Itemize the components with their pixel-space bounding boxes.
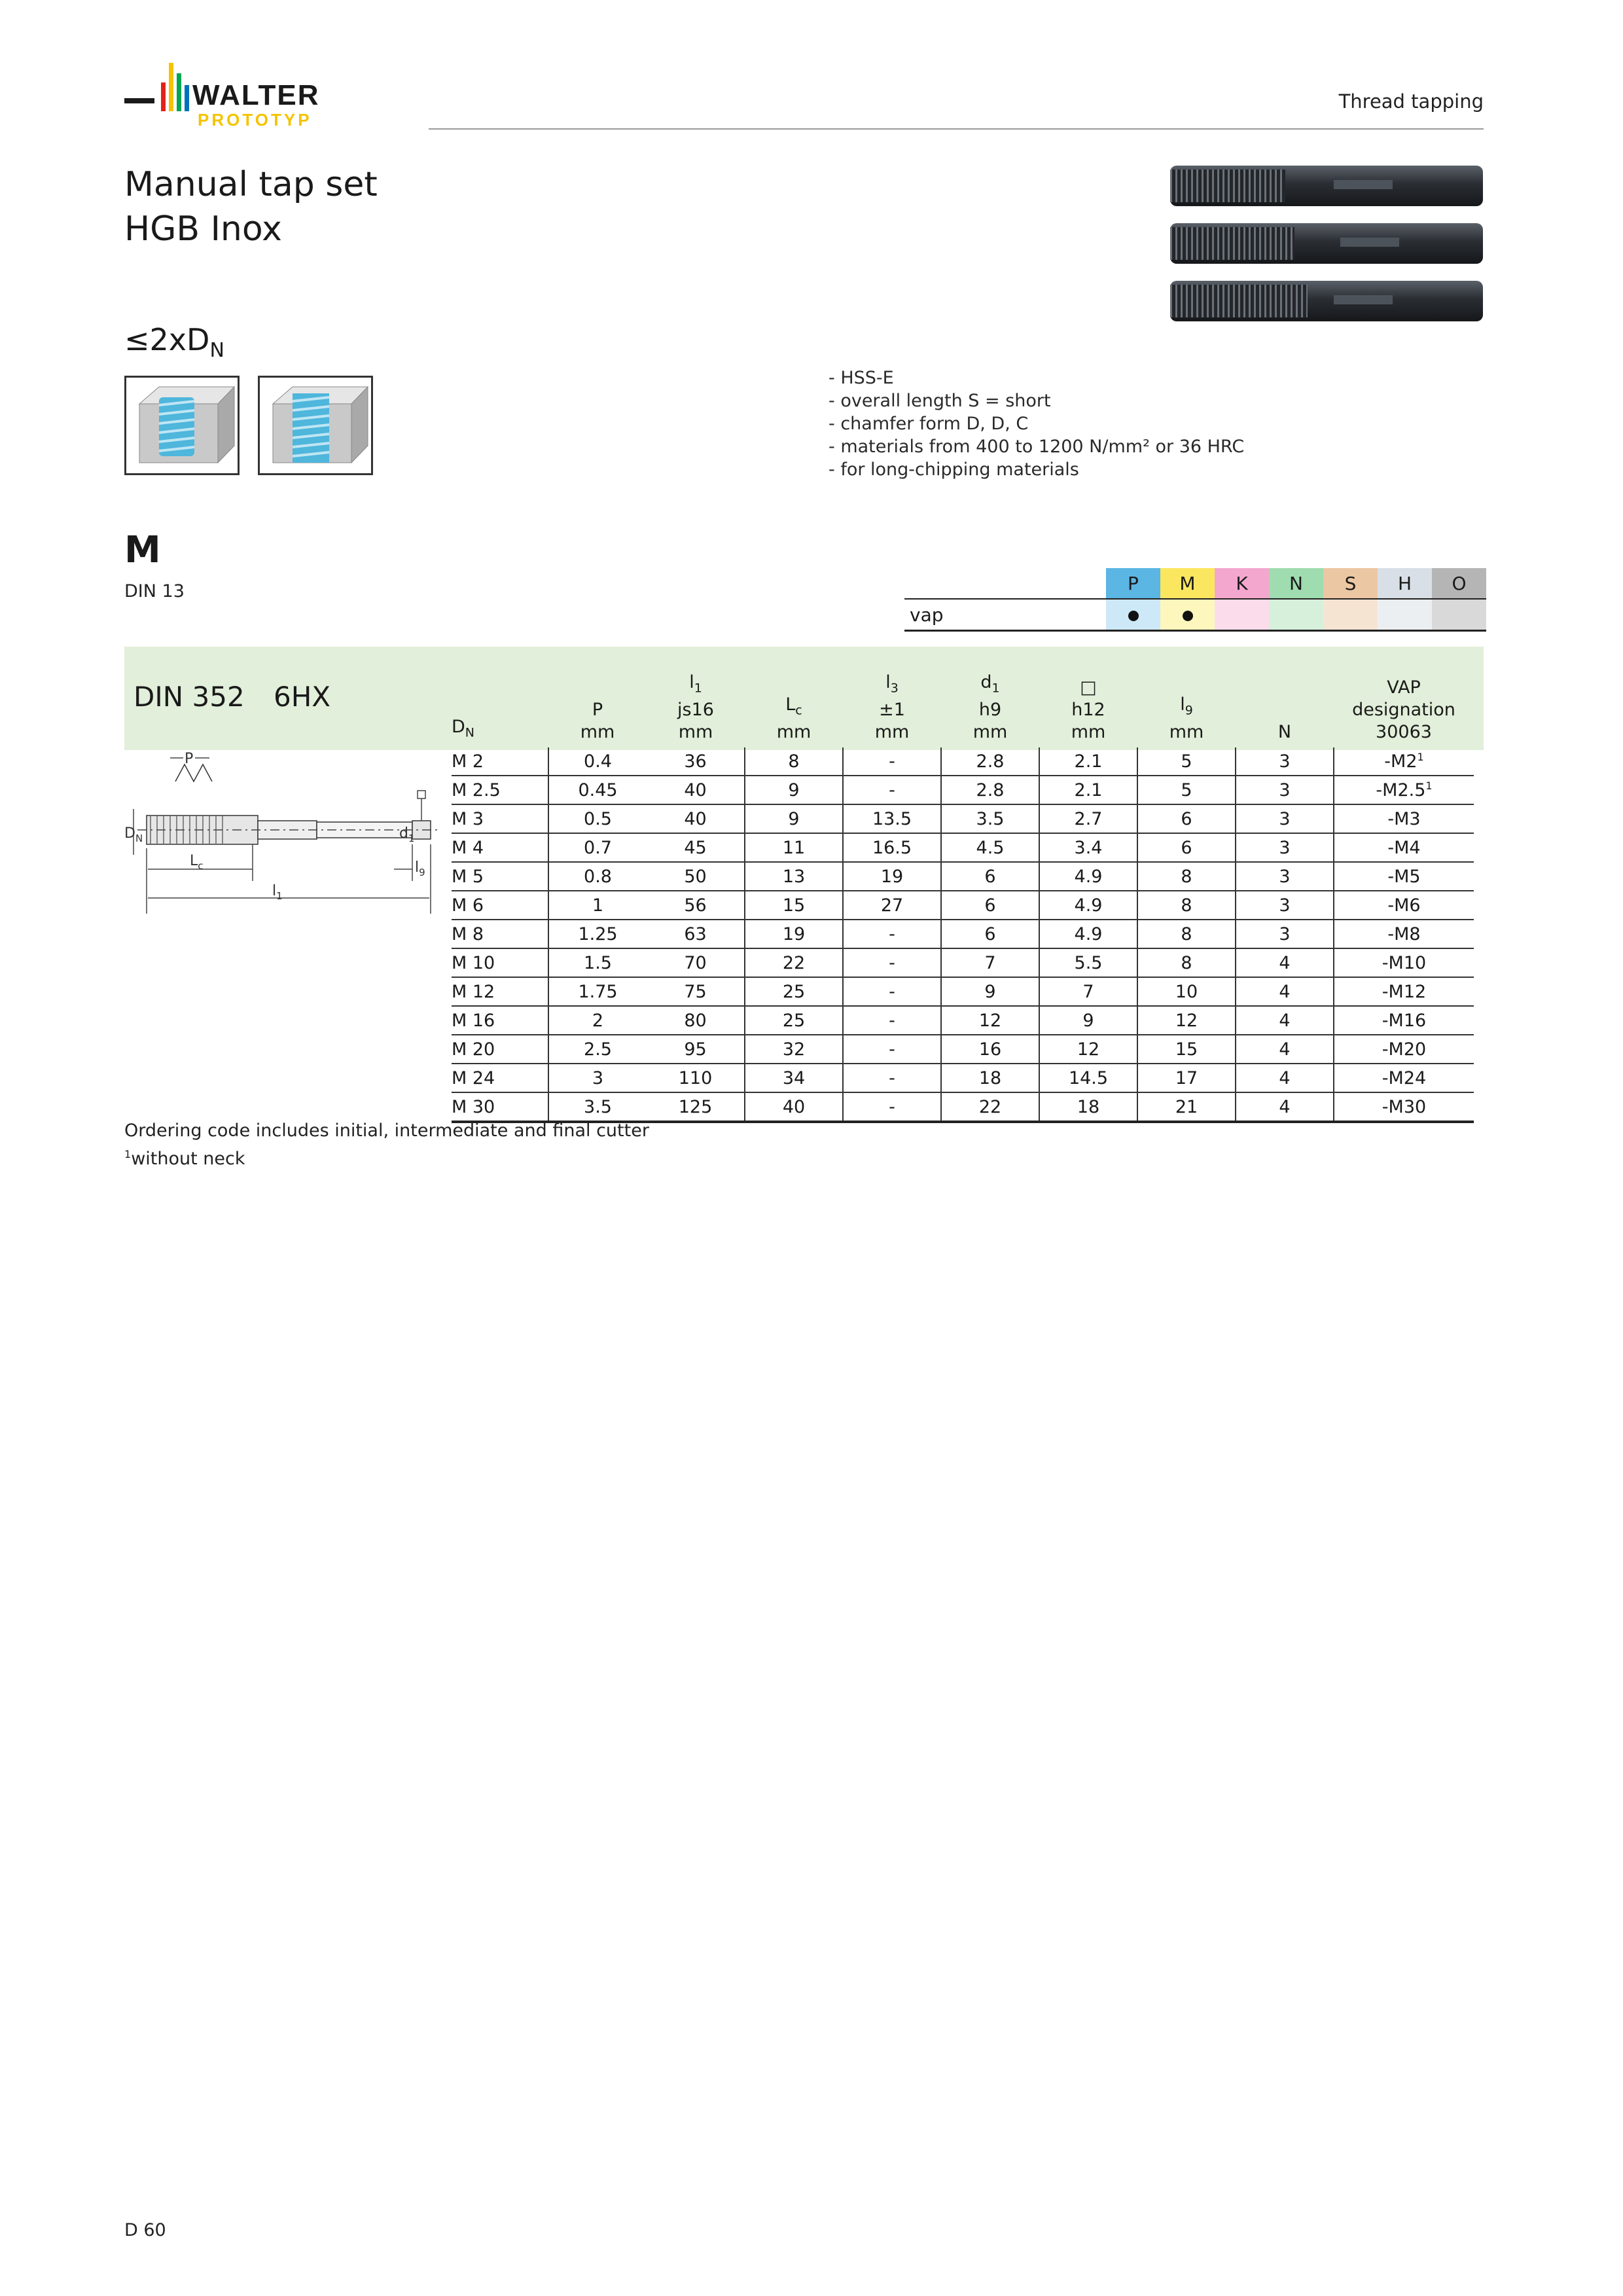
material-group-h: H xyxy=(1378,568,1432,599)
feature-item: - chamfer form D, D, C xyxy=(829,414,1029,434)
table-cell: 3.4 xyxy=(1039,833,1137,862)
table-cell: 36 xyxy=(647,747,745,776)
table-row xyxy=(452,833,1474,862)
table-cell: 6 xyxy=(1137,804,1236,833)
table-cell: 13.5 xyxy=(843,804,941,833)
column-header: $l_9$ mm xyxy=(1169,694,1204,742)
table-cell: - xyxy=(843,948,941,977)
dimension-table xyxy=(452,669,1474,1123)
column-header: $l_1$ js16 mm xyxy=(677,672,714,742)
table-cell: 2.8 xyxy=(941,776,1039,804)
table-cell: 95 xyxy=(647,1035,745,1064)
table-cell: 27 xyxy=(843,891,941,920)
table-cell: 19 xyxy=(843,862,941,891)
table-cell: 6 xyxy=(1137,833,1236,862)
table-cell: 70 xyxy=(647,948,745,977)
table-cell: 9 xyxy=(1039,1006,1137,1035)
feature-item: - for long-chipping materials xyxy=(829,459,1079,480)
material-group-cell-h xyxy=(1378,599,1432,631)
table-cell: 4.9 xyxy=(1039,891,1137,920)
table-cell: 4 xyxy=(1236,1092,1334,1122)
table-cell: 40 xyxy=(647,804,745,833)
table-cell: -M12 xyxy=(1334,977,1474,1006)
table-cell: 8 xyxy=(1137,891,1236,920)
table-cell: - xyxy=(843,1006,941,1035)
table-cell: M 12 xyxy=(452,977,548,1006)
table-cell: 9 xyxy=(745,776,843,804)
table-cell: 2.1 xyxy=(1039,747,1137,776)
table-cell: M 8 xyxy=(452,920,548,948)
table-cell: 0.5 xyxy=(548,804,647,833)
feature-item: - overall length S = short xyxy=(829,391,1051,411)
table-cell: 80 xyxy=(647,1006,745,1035)
column-header: VAP designation 30063 xyxy=(1352,677,1455,742)
blind-hole-icon xyxy=(124,376,240,475)
table-cell: 1 xyxy=(548,891,647,920)
table-cell: 19 xyxy=(745,920,843,948)
material-group-s: S xyxy=(1323,568,1378,599)
table-cell: 0.45 xyxy=(548,776,647,804)
table-cell: - xyxy=(843,1064,941,1092)
table-cell: 0.8 xyxy=(548,862,647,891)
table-cell: 3 xyxy=(1236,804,1334,833)
table-cell: 8 xyxy=(745,747,843,776)
header-divider xyxy=(429,128,1484,130)
column-header: $l_3$ ±1 mm xyxy=(874,672,910,742)
table-cell: - xyxy=(843,977,941,1006)
table-cell: $-M2.5^1$ xyxy=(1334,776,1474,804)
table-cell: 2 xyxy=(548,1006,647,1035)
table-cell: 8 xyxy=(1137,920,1236,948)
table-cell: - xyxy=(843,776,941,804)
table-cell: 0.4 xyxy=(548,747,647,776)
page-number: D 60 xyxy=(124,2220,166,2240)
column-header: $D_N$ xyxy=(452,716,475,740)
table-cell: 8 xyxy=(1137,862,1236,891)
product-title-line1: Manual tap set xyxy=(124,165,378,204)
material-group-cell-m xyxy=(1160,599,1215,631)
table-row xyxy=(452,747,1474,776)
lc-label: $L_c$ xyxy=(190,853,204,872)
table-cell: M 20 xyxy=(452,1035,548,1064)
table-cell: 4.9 xyxy=(1039,920,1137,948)
table-cell: 125 xyxy=(647,1092,745,1122)
table-cell: -M20 xyxy=(1334,1035,1474,1064)
table-row xyxy=(452,891,1474,920)
table-cell: - xyxy=(843,747,941,776)
column-header: □ h12 mm xyxy=(1071,677,1106,742)
table-cell: 6 xyxy=(941,862,1039,891)
table-cell: 4.5 xyxy=(941,833,1039,862)
material-group-cell-k xyxy=(1215,599,1269,631)
table-cell: M 30 xyxy=(452,1092,548,1122)
table-cell: M 6 xyxy=(452,891,548,920)
table-cell: 21 xyxy=(1137,1092,1236,1122)
material-group-k: K xyxy=(1215,568,1269,599)
table-cell: 5 xyxy=(1137,776,1236,804)
table-cell: 0.7 xyxy=(548,833,647,862)
table-cell: 3 xyxy=(1236,920,1334,948)
table-cell: 6 xyxy=(941,920,1039,948)
table-row xyxy=(452,1092,1474,1122)
table-cell: 3 xyxy=(548,1064,647,1092)
applicable-dot-icon xyxy=(1183,611,1193,621)
table-standard-title: DIN 352 xyxy=(134,681,245,713)
table-row xyxy=(452,948,1474,977)
d1-label: $d_1$ xyxy=(399,825,415,844)
applicable-dot-icon xyxy=(1128,611,1139,621)
section-label: Thread tapping xyxy=(1338,90,1484,113)
material-row-label: vap xyxy=(904,599,1106,631)
table-cell: 63 xyxy=(647,920,745,948)
table-cell: 1.5 xyxy=(548,948,647,977)
table-cell: 10 xyxy=(1137,977,1236,1006)
table-cell: -M16 xyxy=(1334,1006,1474,1035)
table-cell: M 2 xyxy=(452,747,548,776)
material-group-cell-n xyxy=(1269,599,1323,631)
column-header: $d_1$ h9 mm xyxy=(972,672,1008,742)
table-cell: 9 xyxy=(745,804,843,833)
table-cell: - xyxy=(843,1092,941,1122)
table-cell: 3 xyxy=(1236,833,1334,862)
material-group-cell-o xyxy=(1432,599,1486,631)
table-cell: M 4 xyxy=(452,833,548,862)
footnote: $^1$without neck xyxy=(124,1148,245,1169)
product-title xyxy=(124,162,378,251)
material-group-cell-p xyxy=(1106,599,1160,631)
table-cell: 22 xyxy=(941,1092,1039,1122)
table-cell: -M6 xyxy=(1334,891,1474,920)
material-group-table xyxy=(904,568,1486,632)
table-cell: 15 xyxy=(1137,1035,1236,1064)
table-cell: M 5 xyxy=(452,862,548,891)
table-cell: 4 xyxy=(1236,1035,1334,1064)
table-cell: - xyxy=(843,1035,941,1064)
table-cell: 110 xyxy=(647,1064,745,1092)
table-cell: M 24 xyxy=(452,1064,548,1092)
table-row xyxy=(452,920,1474,948)
table-row xyxy=(452,977,1474,1006)
thread-standard: DIN 13 xyxy=(124,581,185,601)
table-cell: M 2.5 xyxy=(452,776,548,804)
table-cell: 4 xyxy=(1236,948,1334,977)
table-cell: -M3 xyxy=(1334,804,1474,833)
table-cell: 4 xyxy=(1236,977,1334,1006)
table-cell: 2.7 xyxy=(1039,804,1137,833)
table-cell: 3 xyxy=(1236,747,1334,776)
table-cell: 4.9 xyxy=(1039,862,1137,891)
table-cell: 34 xyxy=(745,1064,843,1092)
table-cell: 3 xyxy=(1236,891,1334,920)
feature-list xyxy=(829,367,1244,481)
table-cell: 7 xyxy=(941,948,1039,977)
column-header: $L_c$ mm xyxy=(776,694,812,742)
l1-label: $l_1$ xyxy=(272,883,283,902)
thread-type: M xyxy=(124,529,161,571)
table-cell: 32 xyxy=(745,1035,843,1064)
table-cell: 14.5 xyxy=(1039,1064,1137,1092)
walter-prototyp-logo xyxy=(124,60,399,132)
table-cell: M 16 xyxy=(452,1006,548,1035)
material-group-n: N xyxy=(1269,568,1323,599)
table-cell: -M30 xyxy=(1334,1092,1474,1122)
table-row xyxy=(452,1064,1474,1092)
tolerance-class: 6HX xyxy=(274,681,331,713)
table-cell: -M4 xyxy=(1334,833,1474,862)
table-cell: -M5 xyxy=(1334,862,1474,891)
brand-sub-text: PROTOTYP xyxy=(198,110,312,130)
table-cell: 22 xyxy=(745,948,843,977)
table-cell: 4 xyxy=(1236,1064,1334,1092)
table-cell: 5 xyxy=(1137,747,1236,776)
ordering-note: Ordering code includes initial, intermediate and final cutter xyxy=(124,1121,649,1141)
material-group-m: M xyxy=(1160,568,1215,599)
table-row xyxy=(452,1035,1474,1064)
table-cell: 7 xyxy=(1039,977,1137,1006)
table-cell: 16 xyxy=(941,1035,1039,1064)
table-cell: 13 xyxy=(745,862,843,891)
table-cell: 2.5 xyxy=(548,1035,647,1064)
material-group-cell-s xyxy=(1323,599,1378,631)
table-cell: 4 xyxy=(1236,1006,1334,1035)
table-cell: 25 xyxy=(745,1006,843,1035)
table-cell: 3 xyxy=(1236,862,1334,891)
column-header: N xyxy=(1277,722,1292,742)
table-cell: 25 xyxy=(745,977,843,1006)
table-cell: $-M2^1$ xyxy=(1334,747,1474,776)
table-cell: 2.1 xyxy=(1039,776,1137,804)
table-cell: 3.5 xyxy=(941,804,1039,833)
tap-technical-drawing xyxy=(124,750,445,920)
table-row xyxy=(452,1006,1474,1035)
table-cell: -M24 xyxy=(1334,1064,1474,1092)
table-cell: 12 xyxy=(941,1006,1039,1035)
table-cell: 3 xyxy=(1236,776,1334,804)
table-cell: 3.5 xyxy=(548,1092,647,1122)
table-cell: 50 xyxy=(647,862,745,891)
brand-main-text: WALTER xyxy=(192,79,320,111)
table-cell: 2.8 xyxy=(941,747,1039,776)
table-cell: 11 xyxy=(745,833,843,862)
table-cell: M 3 xyxy=(452,804,548,833)
table-cell: -M8 xyxy=(1334,920,1474,948)
table-cell: 40 xyxy=(745,1092,843,1122)
table-cell: 16.5 xyxy=(843,833,941,862)
table-cell: 1.25 xyxy=(548,920,647,948)
l9-label: $l_9$ xyxy=(415,859,425,878)
table-cell: 56 xyxy=(647,891,745,920)
material-group-o: O xyxy=(1432,568,1486,599)
table-cell: 9 xyxy=(941,977,1039,1006)
feature-item: - materials from 400 to 1200 N/mm² or 36 HRC xyxy=(829,437,1245,457)
table-cell: 12 xyxy=(1039,1035,1137,1064)
table-row xyxy=(452,804,1474,833)
table-cell: 75 xyxy=(647,977,745,1006)
table-cell: 8 xyxy=(1137,948,1236,977)
dn-label: $D_N$ xyxy=(124,825,143,844)
table-cell: 1.75 xyxy=(548,977,647,1006)
column-header: P mm xyxy=(580,700,615,742)
pitch-label: P xyxy=(185,751,194,767)
table-cell: 17 xyxy=(1137,1064,1236,1092)
table-cell: 6 xyxy=(941,891,1039,920)
feature-item: - HSS-E xyxy=(829,368,894,388)
through-hole-icon xyxy=(258,376,373,475)
table-cell: 45 xyxy=(647,833,745,862)
product-title-line2: HGB Inox xyxy=(124,209,282,249)
material-group-p: P xyxy=(1106,568,1160,599)
table-row xyxy=(452,862,1474,891)
table-cell: 18 xyxy=(941,1064,1039,1092)
table-cell: 18 xyxy=(1039,1092,1137,1122)
table-cell: 15 xyxy=(745,891,843,920)
table-cell: 5.5 xyxy=(1039,948,1137,977)
table-cell: 12 xyxy=(1137,1006,1236,1035)
table-cell: - xyxy=(843,920,941,948)
thread-depth-label: $\le 2xD_N$ xyxy=(124,322,224,363)
table-cell: -M10 xyxy=(1334,948,1474,977)
tap-set-photo xyxy=(1170,160,1483,331)
table-cell: M 10 xyxy=(452,948,548,977)
table-cell: 40 xyxy=(647,776,745,804)
table-row xyxy=(452,776,1474,804)
